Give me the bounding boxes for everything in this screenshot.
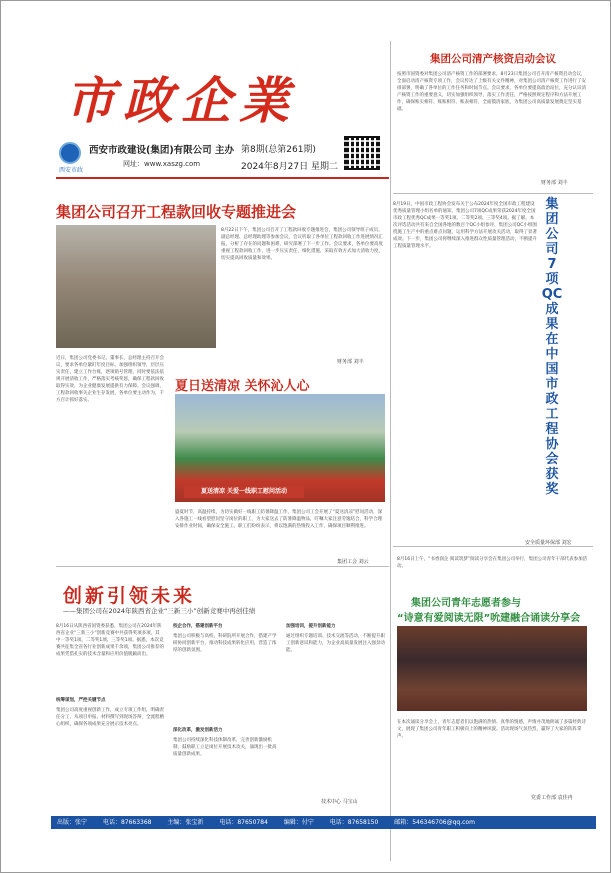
issue-number: 第8期(总第261期)	[241, 145, 316, 155]
reading-photo	[397, 626, 587, 711]
innovation-subhead: ——集团公司在2024年陕西省企业“三新三小”创新竞赛中再创佳绩	[63, 607, 256, 615]
reading-headline-b: “诗意有爱阅读无限”吮建融合诵读分享会	[397, 613, 581, 624]
issue-date: 2024年8月27日 星期二	[241, 162, 338, 172]
sponsor-line: 西安市政建设(集团)有限公司 主办	[89, 145, 234, 156]
right-top-headline: 集团公司清产核资启动会议	[430, 53, 556, 65]
summer-body: 盛夏时节，高温持续，为切实做好一线职工防暑降温工作，集团公司工会开展了“夏送清凉”慰问活动，深入各施工一线看望慰问坚守岗位的职工，为大家送去了防暑降温物品，叮嘱大家注意劳逸结合，科学合理安排作业时间，确保安全施工。职工们纷纷表示，将以饱满的热情投入工作，确保项目顺利推进。	[175, 510, 383, 529]
right-divider-1	[393, 193, 593, 194]
meeting-photo	[56, 225, 216, 348]
left-divider	[56, 566, 389, 567]
footer-bar	[51, 816, 596, 829]
innovation-body-a: 8月16日从陕西省国资委获悉，集团公司在2024年陕西省企业“三新三小”创新竞赛中共获得奖项多项，其中一等奖1项、二等奖1项、三等奖1项。据悉，本次竞赛共征集全省各行业创新成果千余项，集团公司推荐的成果凭借扎实的技术含量和应用价值脱颖而出。	[56, 624, 164, 657]
footer-item: 电话：87663368	[102, 819, 152, 826]
innovation-sub4: 加强培训，提升创新能力	[286, 624, 336, 629]
right-divider-2	[393, 546, 593, 547]
reading-body: 在本次诵读分享会上，青年志愿者们以饱满的热情、真挚的情感，声情并茂地朗诵了多篇经典诗文，展现了集团公司青年职工积极向上的精神风貌。活动现场气氛热烈，赢得了大家的阵阵掌声。	[397, 720, 586, 739]
qc-byline: 安全质量环保部 刘宏	[525, 540, 572, 546]
right-top-body: 按照市国资委对集团公司清产核资工作的部署要求，8月23日集团公司召开清产核资启动会议，全面启动清产核资专项工作，会议传达了上级有关文件精神，对集团公司清产核资工作进行了安排部署，明确了各单位的工作任务和时间节点。会议要求，各单位要提高政治站位，充分认识清产核资工作的重要意义，切实加强组织领导，落实工作责任，严格按照规定程序和方法开展工作，确保账实相符、账账相符、账表相符，全面摸清家底，为集团公司高质量发展奠定坚实基础。	[397, 72, 586, 112]
logo-text: 西安市政	[58, 167, 83, 174]
qr-code-pattern	[344, 136, 380, 170]
lead-byline: 财务部 刘丰	[337, 359, 364, 365]
reading-headline-a: 集团公司青年志愿者参与	[411, 598, 521, 609]
footer-item: 编辑：付宁	[283, 819, 314, 826]
innovation-byline: 技术中心 马宝山	[321, 799, 358, 805]
summer-headline: 夏日送清凉 关怀沁人心	[175, 379, 310, 394]
company-logo-icon	[59, 142, 81, 164]
innovation-body-d: 集团公司持续深化科技体制改革，完善创新激励机制，鼓励职工立足岗位开展技术攻关，涌现出一批高质量创新成果。	[173, 738, 277, 757]
summer-banner: 夏送清凉 关爱一线职工慰问活动	[184, 486, 304, 498]
lead-headline: 集团公司召开工程款回收专题推进会	[56, 203, 297, 221]
qc-vertical-headline: 集团公司7项QC成果在中国市政工程协会获奖	[541, 197, 563, 497]
innovation-headline: 创新引领未来	[63, 585, 196, 607]
masthead-title: 市政企業	[65, 71, 297, 130]
summer-byline: 集团工会 刘云	[337, 559, 369, 565]
column-divider	[390, 41, 391, 861]
qc-body: 8月19日，中国市政工程协会发布关于公布2024年度全国市政工程建设优秀质量管理小组名单的通知，集团公司7项QC成果荣获2024年度全国市政工程优秀QC成果一等奖1项、二等奖2项、三等奖4项。据了解，本次评选活动共有来自全国各地的数百个QC小组参评，集团公司QC小组围绕施工生产中的重点难点问题，运用科学方法开展攻关活动，取得了显著成效。下一步，集团公司将继续深入推进群众性质量管理活动，不断提升工程质量管理水平。	[393, 202, 537, 249]
innovation-body-c: 集团公司积极与高校、科研院所开展合作，搭建产学研协同创新平台，推动科技成果转化应用，营造了浓厚的创新氛围。	[173, 634, 277, 653]
reading-intro: 8月16日上午，“书香润企 阅读筑梦”阅读分享会在集团公司举行，集团公司青年干部代表参加活动。	[397, 557, 588, 569]
right-top-byline: 财务部 刘丰	[541, 180, 568, 186]
innovation-sub1: 统筹谋划，严控关键节点	[56, 698, 106, 703]
footer-item: 邮箱：546346706@qq.com	[394, 819, 475, 826]
footer-item: 电话：87650784	[219, 819, 268, 826]
masthead-rule	[56, 177, 389, 179]
innovation-sub2: 校企合作，搭建创新平台	[173, 624, 223, 629]
lead-body-left: 近日，集团公司党委书记、董事长、总经理主持召开会议，要求各单位紧盯年度目标，加强组织领导，层层压实责任，建立工作台账，逐项销号管理，同时要依法依规开展清收工作，严格落实考核奖惩，确保工程款回收取得实效，为企业健康发展提供有力保障。会议强调，工程款回收事关企业生存发展，各单位要主动作为，千方百计抓好落实。	[56, 356, 164, 403]
website-line: 网址：www.xaszg.com	[123, 160, 201, 168]
innovation-sub3: 深化改革，激发创新活力	[173, 728, 223, 733]
footer-item: 主编：张宝新	[167, 819, 204, 826]
footer-item: 电话：87658150	[329, 819, 379, 826]
innovation-body-b: 集团公司高度重视创新工作，成立专项工作组，明确责任分工，从项目申报、材料撰写到现场答辩，全流程精心组织，确保各项成果充分展示技术亮点。	[56, 708, 164, 727]
footer-item: 出版：张宁	[57, 819, 88, 826]
lead-body-right: 8月22日下午，集团公司召开了工程款回收专题推进会，集团公司领导班子成员、副总经理、总经理助理等参加会议，会议听取了各单位工程款回收工作进展情况汇报，分析了存在的问题和困难，研究部署了下一步工作。会议要求，各单位要高度重视工程款回收工作，进一步压实责任，细化措施，采取有效方式加大清收力度，切实提高回收质量和效果。	[221, 228, 383, 261]
reading-byline: 党委工作部 袁佳冉	[531, 795, 573, 801]
innovation-body-e: 通过组织专题培训、技术交流等活动，不断提升职工创新意识和能力，为企业高质量发展注入强劲动能。	[286, 634, 385, 653]
